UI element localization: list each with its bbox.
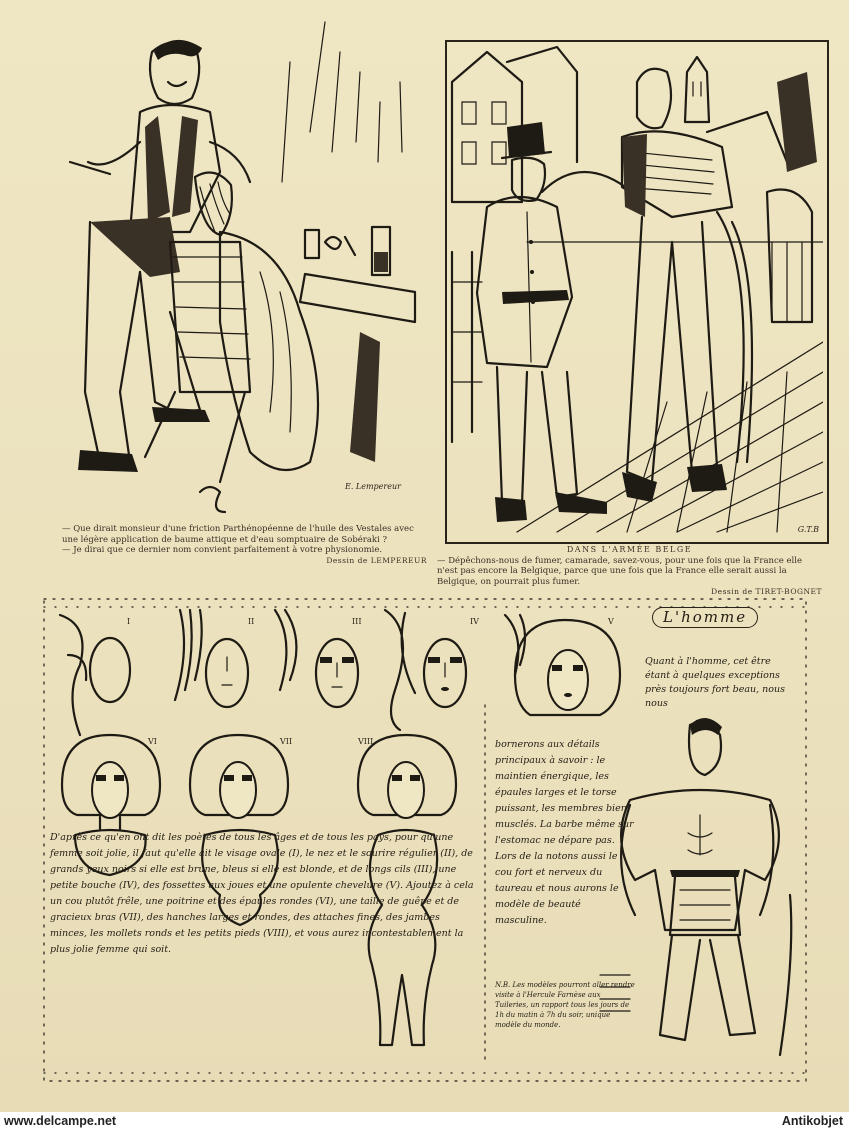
numeral-1: I bbox=[127, 617, 131, 626]
beauty-panel bbox=[40, 595, 810, 1085]
numeral-5: V bbox=[608, 617, 614, 626]
lhomme-intro-text: Quant à l'homme, cet être étant à quelques exceptions près toujours fort beau, nous nous bbox=[645, 656, 785, 709]
belgian-army-caption bbox=[437, 545, 822, 598]
barber-drawing bbox=[60, 12, 430, 517]
numeral-7: VII bbox=[280, 737, 293, 746]
watermark-right[interactable]: Antikobjet bbox=[781, 1114, 843, 1128]
man-beauty-note: N.B. Les modèles pourront aller rendre visite à l'Hercule Farnèse aux Tuileries, un rapport tous les jours de 1h du matin à 7h du soir, unique modèle du monde. bbox=[495, 981, 635, 1029]
barber-caption-line-2: — Je dirai que ce dernier nom convient parfaitement à votre physionomie. bbox=[62, 545, 383, 555]
woman-beauty-text: D'après ce qu'en ont dit les poètes de tous les âges et de tous les pays, pour qu'une femme soit jolie, il faut qu'elle ait le visage ovale (I), le nez et le sourire régulier (II), de grands yeux noirs si elle est brune, bleus si elle est blonde, et de longs cils (III), une petite bouche (IV), des fossettes aux joues et une opulente chevelure (V). Ajoutez à cela un cou plutôt frêle, une poitrine et des épaules rondes (VI), une taille de guêpe et de gracieux bras (VII), des hanches larges et rondes, des attaches fines, des jambes minces, les mollets ronds et les petits pieds (VIII), et vous aurez incontestablement la plus jolie femme qui soit. bbox=[50, 832, 474, 955]
belgian-army-illustration bbox=[445, 40, 829, 544]
barber-caption bbox=[62, 524, 427, 566]
lhomme-title: L'homme bbox=[652, 607, 758, 628]
signature-left: E. Lempereur bbox=[345, 482, 401, 491]
barber-illustration bbox=[60, 12, 430, 517]
watermark-left[interactable]: www.delcampe.net bbox=[4, 1114, 117, 1128]
watermark-bar bbox=[0, 1112, 849, 1131]
numeral-4: IV bbox=[470, 617, 479, 626]
numeral-8: VIII bbox=[358, 737, 374, 746]
numeral-6: VI bbox=[148, 737, 157, 746]
barber-caption-line-1: — Que dirait monsieur d'une friction Parthénopéenne de l'huile des Vestales avec une légère application de baume attique et d'eau somptuaire de Sobéraki ? bbox=[62, 524, 414, 545]
numeral-3: III bbox=[352, 617, 362, 626]
barber-caption-credit: Dessin de LEMPEREUR bbox=[326, 555, 427, 565]
belgian-army-heading: DANS L'ARMÉE BELGE bbox=[566, 545, 693, 554]
man-beauty-text: bornerons aux détails principaux à savoir : le maintien énergique, les épaules larges et le torse puissant, les membres bien musclés. La barbe même sur l'estomac ne dépare pas. Lors de la notons aussi le cou fort et nerveux du taureau et nous aurons le modèle de beauté masculine. bbox=[495, 739, 634, 926]
belgian-army-drawing bbox=[447, 42, 823, 538]
belgian-army-caption-line-1: — Dépêchons-nous de fumer, camarade, savez-vous, pour une fois que la France elle n'est pas encore la Belgique, parce que une fois que la France elle serait aussi la Belgique, on pourrait plus fumer. bbox=[437, 555, 803, 587]
belgian-army-caption-credit: Dessin de TIRET-BOGNET bbox=[711, 587, 822, 596]
numeral-2: II bbox=[248, 617, 255, 626]
signature-right: G.T.B bbox=[797, 525, 819, 534]
